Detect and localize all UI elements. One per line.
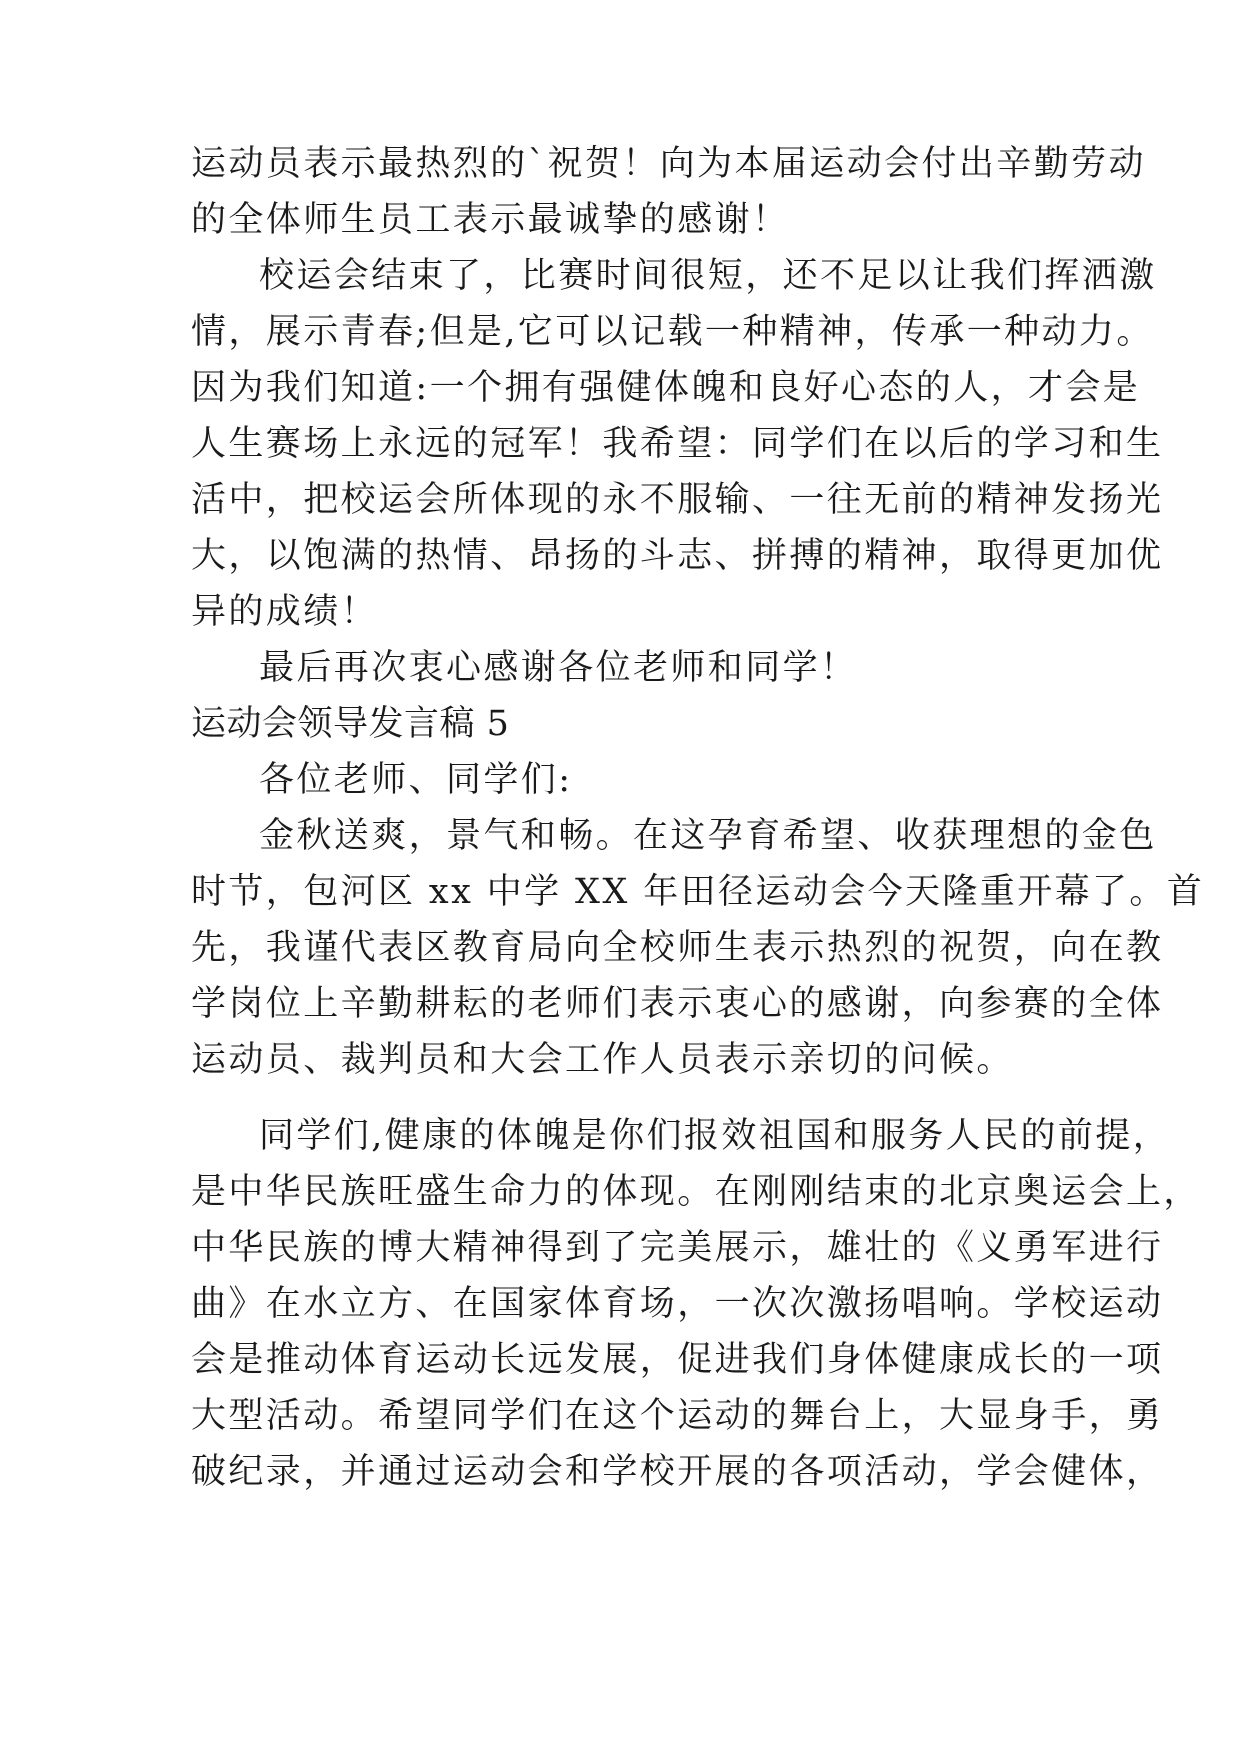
paragraph-first-line: 最后再次衷心感谢各位老师和同学！ bbox=[259, 648, 858, 688]
body-text-line: 是中华民族旺盛生命力的体现。在刚刚结束的北京奥运会上， bbox=[191, 1172, 1201, 1212]
paragraph-first-line: 同学们,健康的体魄是你们报效祖国和服务人民的前提， bbox=[259, 1116, 1171, 1156]
body-text-line: 会是推动体育运动长远发展，促进我们身体健康成长的一项 bbox=[191, 1340, 1164, 1380]
body-text-line: 时节，包河区 xx 中学 XX 年田径运动会今天隆重开幕了。首 bbox=[191, 872, 1205, 912]
body-text-line: 破纪录，并通过运动会和学校开展的各项活动，学会健体， bbox=[191, 1452, 1164, 1492]
body-text-line: 活中，把校运会所体现的永不服输、一往无前的精神发扬光 bbox=[191, 480, 1164, 520]
body-text-line: 异的成绩！ bbox=[191, 592, 379, 632]
salutation: 各位老师、同学们: bbox=[259, 760, 573, 800]
body-text-line: 大型活动。希望同学们在这个运动的舞台上，大显身手，勇 bbox=[191, 1396, 1164, 1436]
body-text-line: 大，以饱满的热情、昂扬的斗志、拼搏的精神，取得更加优 bbox=[191, 536, 1164, 576]
body-text-line: 学岗位上辛勤耕耘的老师们表示衷心的感谢，向参赛的全体 bbox=[191, 984, 1164, 1024]
paragraph-first-line: 金秋送爽，景气和畅。在这孕育希望、收获理想的金色 bbox=[259, 816, 1157, 856]
body-text-line: 先，我谨代表区教育局向全校师生表示热烈的祝贺，向在教 bbox=[191, 928, 1164, 968]
body-text-line: 情，展示青春;但是,它可以记载一种精神，传承一种动力。 bbox=[191, 312, 1154, 352]
paragraph-first-line: 校运会结束了，比赛时间很短，还不足以让我们挥洒激 bbox=[259, 256, 1157, 296]
body-text-line: 人生赛场上永远的冠军！我希望：同学们在以后的学习和生 bbox=[191, 424, 1164, 464]
body-text-line: 运动员、裁判员和大会工作人员表示亲切的问候。 bbox=[191, 1040, 1014, 1080]
body-text-line: 运动员表示最热烈的`祝贺！向为本届运动会付出辛勤劳动 bbox=[191, 144, 1146, 184]
body-text-line: 曲》在水立方、在国家体育场，一次次激扬唱响。学校运动 bbox=[191, 1284, 1164, 1324]
section-heading: 运动会领导发言稿 5 bbox=[191, 704, 510, 744]
body-text-line: 的全体师生员工表示最诚挚的感谢！ bbox=[191, 200, 790, 240]
body-text-line: 中华民族的博大精神得到了完美展示，雄壮的《义勇军进行 bbox=[191, 1228, 1164, 1268]
body-text-line: 因为我们知道:一个拥有强健体魄和良好心态的人，才会是 bbox=[191, 368, 1141, 408]
